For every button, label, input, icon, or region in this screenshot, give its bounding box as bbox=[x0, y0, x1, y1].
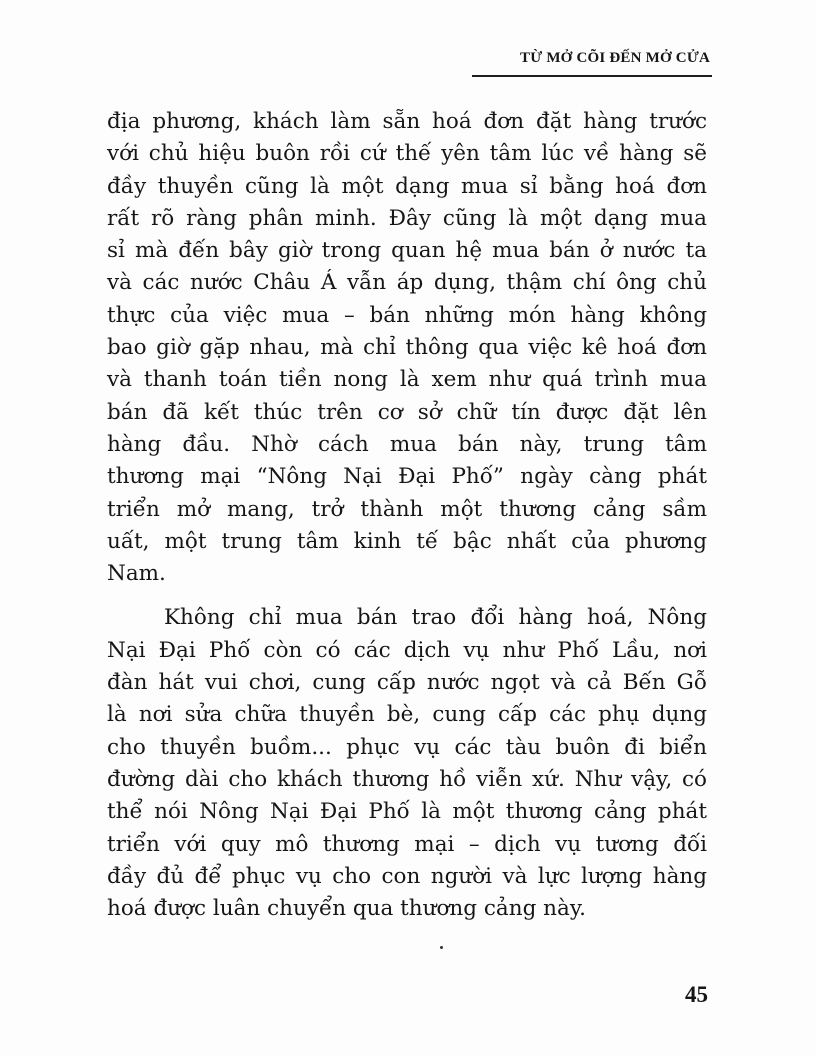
text-line: cho thuyền buồm... phục vụ các tàu buôn đi biển bbox=[107, 734, 707, 760]
text-line: thương mại “Nông Nại Đại Phố” ngày càng phát bbox=[107, 464, 707, 490]
text-line: bao giờ gặp nhau, mà chỉ thông qua việc kê hoá đơn bbox=[107, 335, 707, 361]
body-text bbox=[107, 106, 707, 925]
text-line: Không chỉ mua bán trao đổi hàng hoá, Nông bbox=[164, 605, 707, 631]
text-line: uất, một trung tâm kinh tế bậc nhất của phương bbox=[107, 528, 707, 554]
paragraph-2 bbox=[107, 602, 707, 925]
text-line: và các nước Châu Á vẫn áp dụng, thậm chí ông chủ bbox=[107, 270, 707, 296]
text-line: Nại Đại Phố còn có các dịch vụ như Phố Lầu, nơi bbox=[107, 637, 707, 663]
text-line: đàn hát vui chơi, cung cấp nước ngọt và cả Bến Gỗ bbox=[107, 670, 707, 696]
page-number: 45 bbox=[685, 982, 708, 1007]
text-line: triển với quy mô thương mại – dịch vụ tương đối bbox=[107, 831, 707, 857]
text-line: địa phương, khách làm sẵn hoá đơn đặt hàng trước bbox=[107, 109, 707, 134]
text-line: hàng đầu. Nhờ cách mua bán này, trung tâm bbox=[107, 431, 707, 457]
text-line: bán đã kết thúc trên cơ sở chữ tín được đặt lên bbox=[107, 399, 707, 425]
text-line: đầy thuyền cũng là một dạng mua sỉ bằng hoá đơn bbox=[107, 173, 707, 199]
stray-dot bbox=[440, 946, 443, 949]
paragraph-1 bbox=[107, 106, 707, 590]
header-rule bbox=[472, 75, 712, 77]
text-line: đường dài cho khách thương hồ viễn xứ. Như vậy, có bbox=[107, 766, 707, 792]
text-line: Nam. bbox=[107, 561, 166, 587]
text-line: sỉ mà đến bây giờ trong quan hệ mua bán ở nước ta bbox=[107, 238, 707, 264]
running-header: TỪ MỞ CÕI ĐẾN MỞ CỬA bbox=[520, 50, 710, 66]
text-line: hoá được luân chuyển qua thương cảng này. bbox=[107, 896, 586, 922]
text-line: triển mở mang, trở thành một thương cảng sầm bbox=[107, 496, 707, 522]
text-line: với chủ hiệu buôn rồi cứ thế yên tâm lúc về hàng sẽ bbox=[107, 141, 707, 167]
text-line: rất rõ ràng phân minh. Đây cũng là một dạng mua bbox=[107, 205, 707, 231]
text-line: thể nói Nông Nại Đại Phố là một thương cảng phát bbox=[107, 799, 707, 825]
text-line: đầy đủ để phục vụ cho con người và lực lượng hàng bbox=[107, 863, 707, 889]
text-line: là nơi sửa chữa thuyền bè, cung cấp các phụ dụng bbox=[107, 702, 707, 728]
text-line: và thanh toán tiền nong là xem như quá trình mua bbox=[107, 367, 707, 393]
text-line: thực của việc mua – bán những món hàng không bbox=[107, 302, 707, 328]
